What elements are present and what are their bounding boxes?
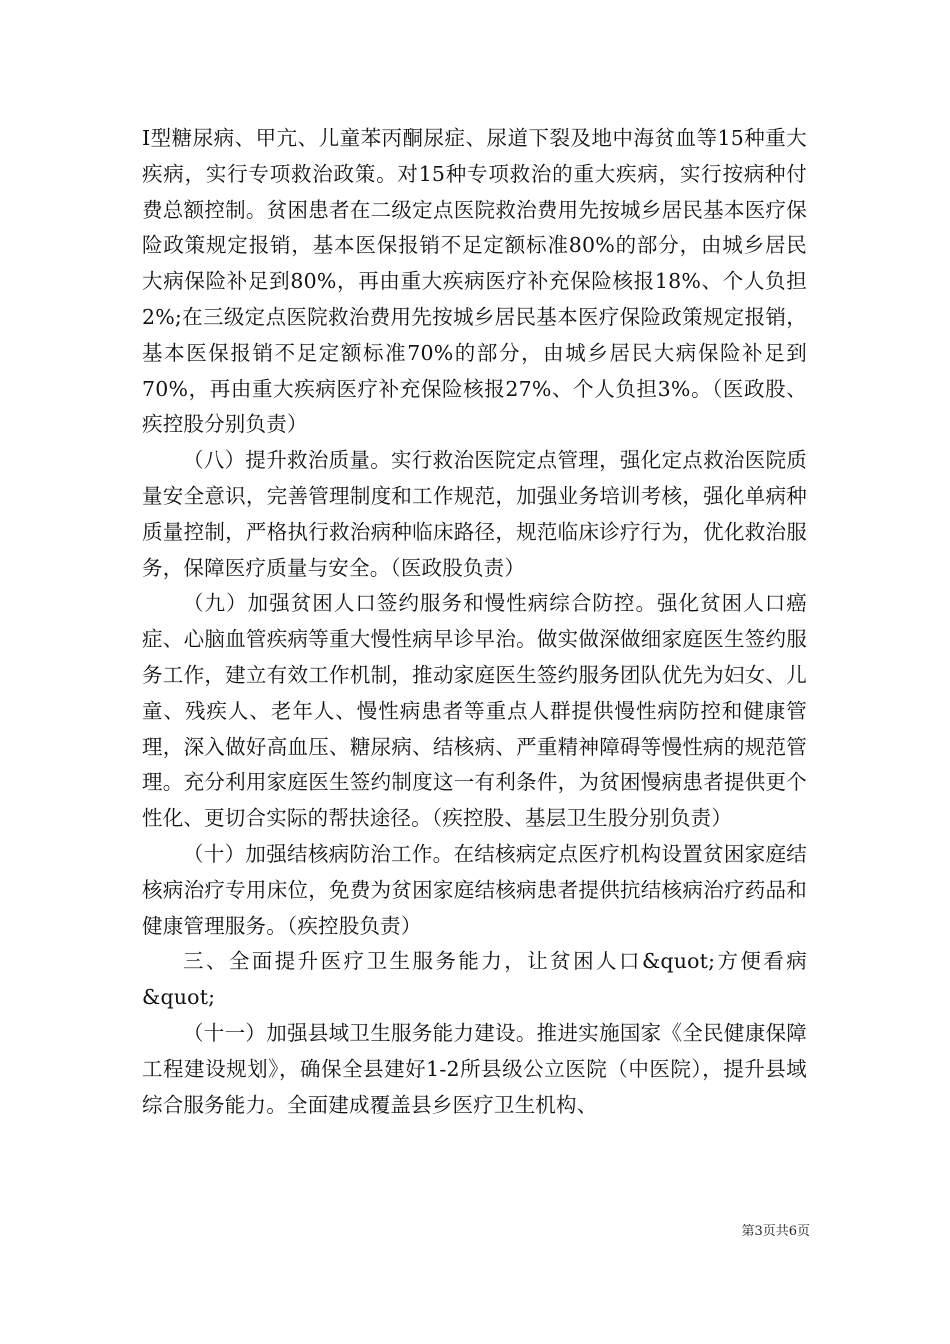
paragraph-8: （八）提升救治质量。实行救治医院定点管理，强化定点救治医院质量安全意识，完善管理制度和工作规范，加强业务培训考核，强化单病种质量控制，严格执行救治病种临床路径，规范临床诊疗行为，优化救治服务，保障医疗质量与安全。（医政股负责） (142, 448, 807, 580)
page-number: 第3页共6页 (741, 1224, 810, 1239)
section-heading-3: 三、全面提升医疗卫生服务能力，让贫困人口&quot;方便看病&quot; (142, 949, 807, 1010)
paragraph-continuation: Ⅰ型糖尿病、甲亢、儿童苯丙酮尿症、尿道下裂及地中海贫血等15种重大疾病，实行专项救治政策。对15种专项救治的重大疾病，实行按病种付费总额控制。贫困患者在二级定点医院救治费用先按城乡居民基本医疗保险政策规定报销，基本医保报销不足定额标准80%的部分，由城乡居民大病保险补足到80%，再由重大疾病医疗补充保险核报18%、个人负担2%;在三级定点医院救治费用先按城乡居民基本医疗保险政策规定报销，基本医保报销不足定额标准70%的部分，由城乡居民大病保险补足到70%，再由重大疾病医疗补充保险核报27%、个人负担3%。（医政股、疾控股分别负责） (142, 126, 807, 437)
body-text (142, 121, 807, 1123)
paragraph-9: （九）加强贫困人口签约服务和慢性病综合防控。强化贫困人口癌症、心脑血管疾病等重大慢性病早诊早治。做实做深做细家庭医生签约服务工作，建立有效工作机制，推动家庭医生签约服务团队优先为妇女、儿童、残疾人、老年人、慢性病患者等重点人群提供慢性病防控和健康管理，深入做好高血压、糖尿病、结核病、严重精神障碍等慢性病的规范管理。充分利用家庭医生签约制度这一有利条件，为贫困慢病患者提供更个性化、更切合实际的帮扶途径。（疾控股、基层卫生股分别负责） (142, 591, 807, 831)
paragraph-11: （十一）加强县域卫生服务能力建设。推进实施国家《全民健康保障工程建设规划》，确保全县建好1-2所县级公立医院（中医院），提升县域综合服务能力。全面建成覆盖县乡医疗卫生机构、 (142, 1020, 807, 1117)
paragraph-10: （十）加强结核病防治工作。在结核病定点医疗机构设置贫困家庭结核病治疗专用床位，免费为贫困家庭结核病患者提供抗结核病治疗药品和健康管理服务。（疾控股负责） (142, 841, 807, 938)
